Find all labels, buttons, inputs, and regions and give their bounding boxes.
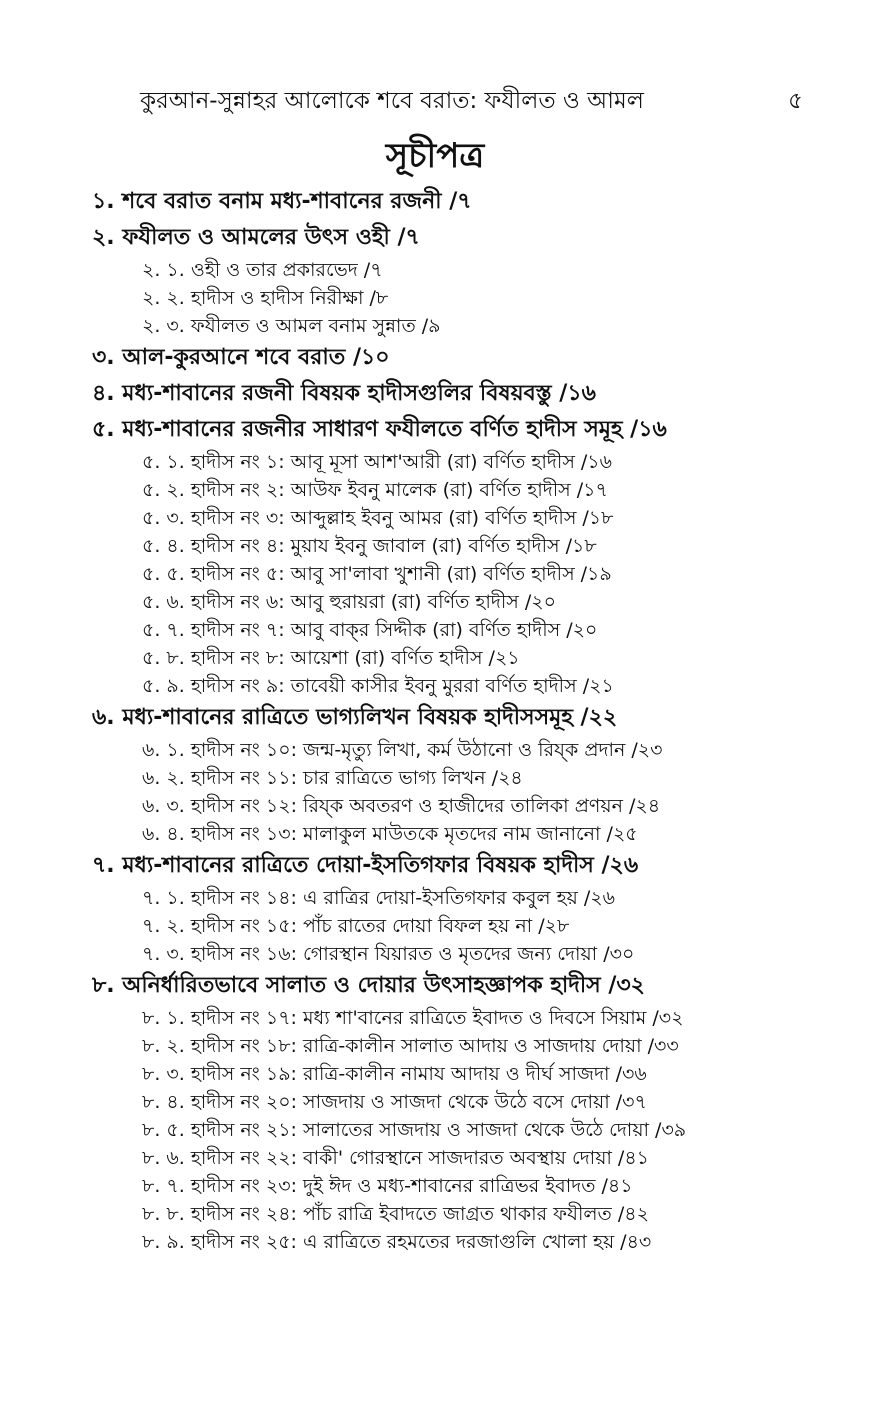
toc-subsection-item: ৮. ৫. হাদীস নং ২১: সালাতের সাজদায় ও সাজদা থেকে উঠে দোয়া /৩৯ <box>142 1119 687 1141</box>
toc-subsection-item: ৮. ৮. হাদীস নং ২৪: পাঁচ রাত্রি ইবাদতে জাগ্রত থাকার ফযীলত /৪২ <box>142 1203 649 1225</box>
toc-section <box>0 968 870 1256</box>
toc-section <box>0 340 870 376</box>
toc-subsection-item: ৭. ১. হাদীস নং ১৪: এ রাত্রির দোয়া-ইসতিগফার কবুল হয় /২৬ <box>142 887 615 909</box>
toc-subsection-item: ৬. ১. হাদীস নং ১০: জন্ম-মৃত্যু লিখা, কর্ম উঠানো ও রিয্ক প্রদান /২৩ <box>142 739 663 761</box>
toc-subsection-item: ৮. ৬. হাদীস নং ২২: বাকী' গোরস্থানে সাজদারত অবস্থায় দোয়া /৪১ <box>142 1147 649 1169</box>
toc-section <box>0 700 870 848</box>
toc-subsection-item: ৫. ৯. হাদীস নং ৯: তাবেয়ী কাসীর ইবনু মুররা বর্ণিত হাদীস /২১ <box>142 675 614 697</box>
toc-subsection-item: ৬. ৩. হাদীস নং ১২: রিয্ক অবতরণ ও হাজীদের তালিকা প্রণয়ন /২৪ <box>142 795 661 817</box>
toc-subsection-item: ৫. ৫. হাদীস নং ৫: আবু সা'লাবা খুশানী (রা) বর্ণিত হাদীস /১৯ <box>142 563 612 585</box>
toc-subsection-item: ৮. ৪. হাদীস নং ২০: সাজদায় ও সাজদা থেকে উঠে বসে দোয়া /৩৭ <box>142 1091 647 1113</box>
toc-subsection-item: ৮. ৭. হাদীস নং ২৩: দুই ঈদ ও মধ্য-শাবানের রাত্রিভর ইবাদত /৪১ <box>142 1175 633 1197</box>
toc-section <box>0 848 870 968</box>
page-number: ৫ <box>788 88 803 114</box>
toc-subsection-item: ৭. ২. হাদীস নং ১৫: পাঁচ রাতের দোয়া বিফল হয় না /২৮ <box>142 915 570 937</box>
toc-subsection-item: ৫. ২. হাদীস নং ২: আউফ ইবনু মালেক (রা) বর্ণিত হাদীস /১৭ <box>142 479 608 501</box>
toc-subsection-item: ৮. ৯. হাদীস নং ২৫: এ রাত্রিতে রহমতের দরজাগুলি খোলা হয় /৪৩ <box>142 1231 652 1253</box>
toc-section-title: ৭. মধ্য-শাবানের রাত্রিতে দোয়া-ইসতিগফার বিষয়ক হাদীস /২৬ <box>92 853 639 878</box>
toc-subsection-item: ৫. ৪. হাদীস নং ৪: মুয়ায ইবনু জাবাল (রা) বর্ণিত হাদীস /১৮ <box>142 535 597 557</box>
toc-section-title: ৫. মধ্য-শাবানের রজনীর সাধারণ ফযীলতে বর্ণিত হাদীস সমূহ /১৬ <box>92 417 667 442</box>
toc-section <box>0 184 870 220</box>
toc-subsection-item: ২. ২. হাদীস ও হাদীস নিরীক্ষা /৮ <box>142 287 389 309</box>
toc-section-title: ৮. অনির্ধারিতভাবে সালাত ও দোয়ার উৎসাহজ্ঞাপক হাদীস /৩২ <box>92 973 645 998</box>
toc-section-title: ১. শবে বরাত বনাম মধ্য-শাবানের রজনী /৭ <box>92 189 472 214</box>
toc-section-title: ৬. মধ্য-শাবানের রাত্রিতে ভাগ্যলিখন বিষয়ক হাদীসসমূহ /২২ <box>92 705 618 730</box>
toc-subsection-item: ৮. ১. হাদীস নং ১৭: মধ্য শা'বানের রাত্রিতে ইবাদত ও দিবসে সিয়াম /৩২ <box>142 1007 684 1029</box>
toc-section-title: ২. ফযীলত ও আমলের উৎস ওহী /৭ <box>92 225 420 250</box>
toc-section <box>0 412 870 700</box>
toc-subsection-item: ৬. ২. হাদীস নং ১১: চার রাত্রিতে ভাগ্য লিখন /২৪ <box>142 767 523 789</box>
table-of-contents <box>0 184 870 1256</box>
toc-subsection-item: ৮. ২. হাদীস নং ১৮: রাত্রি-কালীন সালাত আদায় ও সাজদায় দোয়া /৩৩ <box>142 1035 679 1057</box>
toc-subsection-item: ২. ৩. ফযীলত ও আমল বনাম সুন্নাত /৯ <box>142 315 441 337</box>
running-header: কুরআন-সুন্নাহর আলোকে শবে বরাত: ফযীলত ও আমল <box>140 88 644 114</box>
toc-subsection-item: ৮. ৩. হাদীস নং ১৯: রাত্রি-কালীন নামায আদায় ও দীর্ঘ সাজদা /৩৬ <box>142 1063 647 1085</box>
toc-subsection-item: ৫. ৩. হাদীস নং ৩: আব্দুল্লাহ ইবনু আমর (রা) বর্ণিত হাদীস /১৮ <box>142 507 614 529</box>
page-title: সূচীপত্র <box>385 136 485 176</box>
toc-section-title: ৩. আল-কুরআনে শবে বরাত /১০ <box>92 345 390 370</box>
toc-subsection-item: ৫. ৮. হাদীস নং ৮: আয়েশা (রা) বর্ণিত হাদীস /২১ <box>142 647 520 669</box>
toc-section <box>0 376 870 412</box>
toc-subsection-item: ৫. ১. হাদীস নং ১: আবূ মূসা আশ'আরী (রা) বর্ণিত হাদীস /১৬ <box>142 451 612 473</box>
toc-subsection-item: ৭. ৩. হাদীস নং ১৬: গোরস্থান যিয়ারত ও মৃতদের জন্য দোয়া /৩০ <box>142 943 635 965</box>
toc-subsection-item: ৫. ৬. হাদীস নং ৬: আবু হুরায়রা (রা) বর্ণিত হাদীস /২০ <box>142 591 556 613</box>
toc-section <box>0 220 870 340</box>
toc-subsection-item: ৫. ৭. হাদীস নং ৭: আবু বাক্‌র সিদ্দীক (রা) বর্ণিত হাদীস /২০ <box>142 619 598 641</box>
toc-subsection-item: ২. ১. ওহী ও তার প্রকারভেদ /৭ <box>142 259 383 281</box>
toc-subsection-item: ৬. ৪. হাদীস নং ১৩: মালাকুল মাউতকে মৃতদের নাম জানানো /২৫ <box>142 823 638 845</box>
toc-section-title: ৪. মধ্য-শাবানের রজনী বিষয়ক হাদীসগুলির বিষয়বস্তু /১৬ <box>92 381 596 406</box>
